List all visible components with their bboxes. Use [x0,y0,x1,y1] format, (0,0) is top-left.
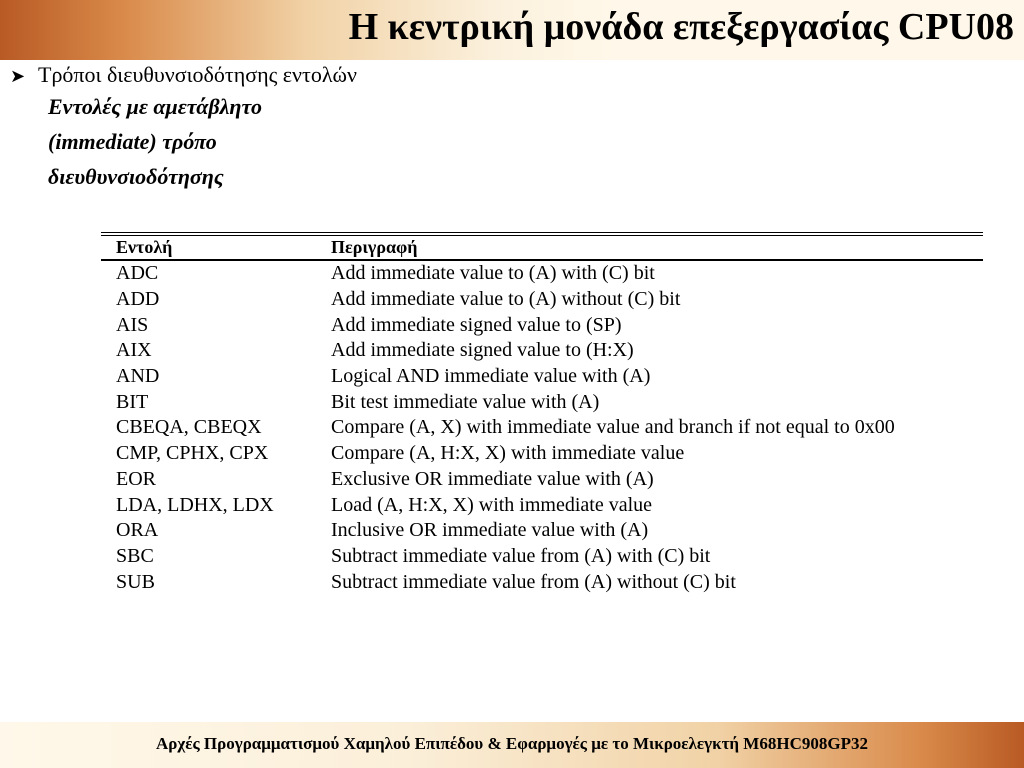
description-cell: Add immediate value to (A) with (C) bit [331,262,655,285]
instruction-table [101,232,983,595]
description-cell: Add immediate signed value to (SP) [331,313,622,336]
instruction-cell: SUB [116,570,155,593]
bullet-sub-line: (immediate) τρόπο [48,129,217,154]
bullet-item [10,62,357,89]
description-cell: Inclusive OR immediate value with (A) [331,519,649,542]
slide-title: Η κεντρική μονάδα επεξεργασίας CPU08 [348,6,1014,48]
instruction-cell: SBC [116,544,154,567]
footer-text: Αρχές Προγραμματισμού Χαμηλού Επιπέδου & Εφαρμογές με το Μικροελεγκτή M68HC908GP32 [156,734,868,753]
description-cell: Compare (A, X) with immediate value and branch if not equal to 0x00 [331,416,895,439]
header-bar [0,0,1024,60]
description-cell: Load (A, H:X, X) with immediate value [331,493,653,516]
arrow-bullet-icon: ➤ [10,66,26,86]
description-cell: Add immediate value to (A) without (C) bit [331,288,681,311]
instruction-cell: CBEQA, CBEQX [116,416,262,439]
instruction-cell: ADC [116,262,159,285]
table-row [101,287,983,313]
table-body [101,261,983,595]
footer-bar [0,722,1024,768]
table-row [101,544,983,570]
table-row [101,312,983,338]
bullet-sub-line: διευθυνσιοδότησης [48,164,224,189]
bullet-block [10,62,357,194]
table-row [101,492,983,518]
table-row [101,389,983,415]
table-row [101,467,983,493]
instruction-cell: AND [116,365,160,388]
table-header-description: Περιγραφή [331,237,418,257]
table-row [101,415,983,441]
instruction-cell: EOR [116,467,156,490]
bullet-text: Τρόποι διευθυνσιοδότησης εντολών [38,62,357,87]
instruction-cell: BIT [116,390,149,413]
instruction-cell: LDA, LDHX, LDX [116,493,274,516]
bullet-sub-line: Εντολές με αμετάβλητο [48,94,262,119]
description-cell: Bit test immediate value with (A) [331,390,600,413]
table-row [101,338,983,364]
instruction-cell: ADD [116,288,160,311]
description-cell: Subtract immediate value from (A) without (C) bit [331,570,736,593]
table-header-row [101,236,983,259]
description-cell: Compare (A, H:X, X) with immediate value [331,442,685,465]
description-cell: Subtract immediate value from (A) with (C) bit [331,544,711,567]
instruction-cell: AIS [116,313,149,336]
description-cell: Exclusive OR immediate value with (A) [331,467,654,490]
instruction-cell: AIX [116,339,152,362]
table-row [101,441,983,467]
table-header-instruction: Εντολή [116,237,173,257]
instruction-cell: CMP, CPHX, CPX [116,442,269,465]
table-row [101,518,983,544]
table-row [101,364,983,390]
instruction-cell: ORA [116,519,159,542]
description-cell: Logical AND immediate value with (A) [331,365,651,388]
table-row [101,569,983,595]
table-row [101,261,983,287]
description-cell: Add immediate signed value to (H:X) [331,339,634,362]
